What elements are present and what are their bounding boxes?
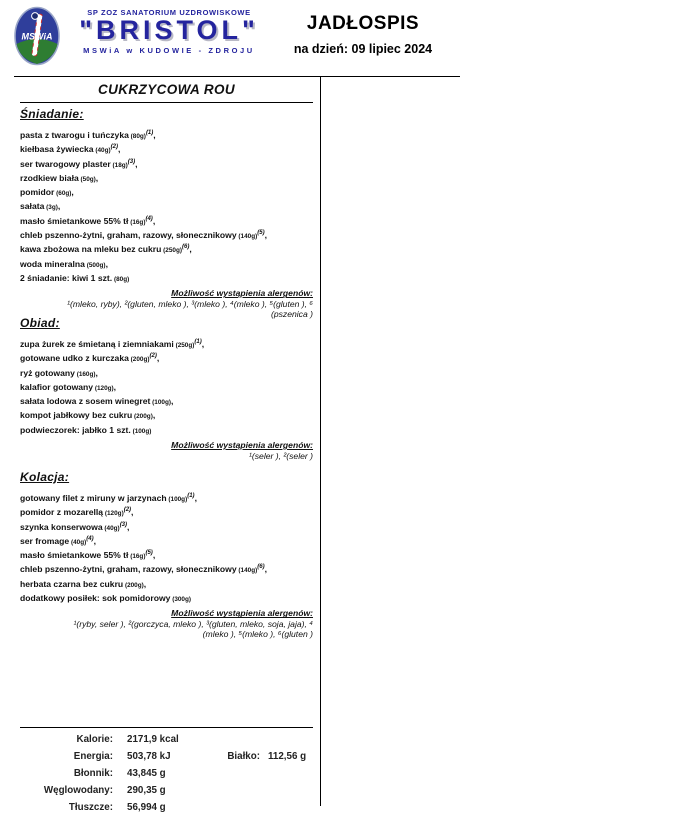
menu-item-portion: (200g): [128, 356, 150, 364]
menu-item-portion: (40g): [102, 524, 120, 532]
menu-item: [20, 258, 313, 272]
menu-item-name: gotowany filet z miruny w jarzynach: [20, 493, 167, 503]
menu-item-separator: ,: [127, 521, 130, 532]
menu-item-portion: (300g): [170, 596, 192, 604]
menu-item-separator: ,: [113, 381, 117, 392]
menu-item-separator: ,: [152, 410, 156, 421]
menu-item-name: chleb pszenno-żytni, graham, razowy, słonecznikowy: [20, 564, 237, 575]
allergen-line: (mleko ), ⁵(mleko ), ⁶(gluten ): [202, 629, 313, 640]
allergen-ref: (3): [127, 158, 136, 165]
nutrition-value: 290,35 g: [127, 785, 166, 796]
menu-item-portion: (200g): [123, 581, 144, 589]
menu-item-name: masło śmietankowe 55% tł: [20, 215, 129, 226]
menu-item-separator: ,: [264, 230, 267, 241]
document-title: JADŁOSPIS: [306, 13, 420, 34]
nutrition-label: Błonnik:: [73, 768, 113, 779]
meal-item-list: [20, 338, 313, 438]
menu-item-portion: (18g): [110, 161, 128, 169]
menu-item-separator: ,: [153, 130, 156, 140]
section-heading: Śniadanie:: [20, 107, 84, 121]
menu-item-separator: ,: [143, 578, 147, 589]
nutrition-label: Białko:: [227, 751, 260, 762]
menu-item-separator: ,: [171, 396, 174, 407]
allergen-ref: (6): [181, 244, 190, 251]
menu-item-name: 2 śniadanie: kiwi 1 szt.: [20, 272, 113, 283]
menu-item-separator: ,: [152, 215, 156, 226]
menu-item: [20, 549, 313, 563]
menu-item-portion: (40g): [69, 538, 87, 546]
menu-item-separator: ,: [105, 258, 108, 269]
menu-item-portion: (250g): [161, 247, 182, 255]
allergen-ref: (1): [187, 493, 195, 500]
menu-item: [20, 272, 313, 286]
menu-item: [20, 186, 313, 200]
menu-item-name: ser twarogowy plaster: [20, 158, 111, 169]
menu-item: [20, 158, 313, 172]
nutrition-value: 56,994 g: [127, 802, 166, 813]
menu-item-portion: (40g): [93, 147, 111, 155]
menu-item: [20, 352, 313, 366]
menu-item: [20, 521, 313, 535]
nutrition-value: 43,845 g: [127, 768, 166, 779]
menu-item-separator: ,: [135, 158, 138, 169]
menu-item-portion: (16g): [128, 218, 146, 226]
section-heading: Kolacja:: [20, 470, 70, 484]
menu-item-portion: (60g): [54, 190, 72, 198]
menu-item-portion: (80g): [112, 275, 130, 283]
menu-item: [20, 243, 313, 257]
menu-item-separator: ,: [189, 244, 192, 255]
menu-item-separator: ,: [71, 187, 74, 198]
menu-item-portion: (140g): [236, 233, 258, 241]
menu-item-portion: (80g): [128, 133, 146, 140]
menu-item-portion: (160g): [74, 370, 96, 378]
menu-item-separator: ,: [131, 507, 134, 518]
nutrition-summary: [20, 727, 313, 819]
allergen-note: [20, 440, 313, 461]
logo-text: MSWiA: [21, 31, 53, 42]
section-heading: Obiad:: [20, 316, 60, 330]
allergen-ref: (3): [119, 521, 128, 528]
organization-block: [62, 8, 276, 55]
menu-item-name: sałata lodowa z sosem winegret: [20, 396, 151, 407]
menu-item: [20, 535, 313, 549]
menu-item-separator: ,: [117, 144, 121, 155]
menu-item-portion: (120g): [103, 510, 124, 518]
nutrition-label: Energia:: [73, 751, 113, 762]
nutrition-row: [20, 785, 313, 802]
document-date: na dzień: 09 lipiec 2024: [293, 42, 433, 56]
meal-section-sniadanie: [20, 107, 313, 320]
menu-item-separator: ,: [156, 353, 160, 364]
menu-item: [20, 338, 313, 352]
menu-item: [20, 592, 313, 606]
menu-item-name: masło śmietankowe 55% tł: [20, 550, 129, 561]
menu-item: [20, 563, 313, 577]
menu-item-name: kompot jabłkowy bez cukru: [20, 410, 133, 421]
menu-item: [20, 143, 313, 157]
menu-item: [20, 395, 313, 409]
document-header: [288, 13, 438, 56]
menu-item-portion: (100g): [130, 427, 152, 435]
meal-section-kolacja: [20, 470, 313, 640]
menu-item-portion: (120g): [93, 384, 114, 392]
menu-item: [20, 200, 313, 214]
nutrition-label: Węglowodany:: [43, 785, 113, 796]
menu-item-name: kalafior gotowany: [20, 381, 94, 392]
menu-item: [20, 215, 313, 229]
menu-item: [20, 409, 313, 423]
menu-item-name: sałata: [20, 201, 45, 212]
mswia-badge-icon: [14, 6, 60, 66]
menu-item-name: chleb pszenno-żytni, graham, razowy, słonecznikowy: [20, 230, 237, 241]
header-divider: [14, 76, 460, 77]
menu-item-name: szynka konserwowa: [20, 521, 103, 532]
menu-item-separator: ,: [201, 339, 205, 349]
allergen-heading: Możliwość wystąpienia alergenów:: [171, 440, 313, 451]
menu-item: [20, 578, 313, 592]
menu-item-name: woda mineralna: [20, 258, 85, 269]
menu-item-portion: (3g): [44, 204, 58, 212]
nutrition-row: [20, 768, 313, 785]
menu-item-separator: ,: [93, 535, 96, 546]
allergen-ref: (4): [145, 215, 153, 222]
menu-item-portion: (500g): [84, 261, 106, 269]
allergen-line: ¹(mleko, ryby), ²(gluten, mleko ), ³(mleko ), ⁴(mleko ), ⁵(gluten ), ⁶: [67, 298, 313, 309]
menu-item-name: ser fromage: [20, 535, 70, 546]
allergen-ref: (2): [110, 144, 118, 151]
menu-item-portion: (200g): [132, 413, 153, 421]
menu-item-portion: (50g): [78, 175, 96, 183]
menu-item-name: dodatkowy posiłek: sok pomidorowy: [20, 593, 171, 604]
menu-item-separator: ,: [152, 550, 156, 561]
menu-item-name: podwieczorek: jabłko 1 szt.: [20, 424, 131, 435]
meal-item-list: [20, 129, 313, 286]
allergen-ref: (2): [149, 353, 157, 360]
allergen-ref: (6): [257, 564, 265, 571]
menu-item: [20, 229, 313, 243]
menu-item-separator: ,: [95, 367, 98, 378]
nutrition-row: [20, 734, 313, 751]
meal-section-obiad: [20, 316, 313, 461]
menu-item-portion: (250g): [173, 342, 195, 349]
menu-item-name: herbata czarna bez cukru: [20, 578, 124, 589]
allergen-ref: (5): [145, 550, 153, 557]
menu-item-separator: ,: [95, 172, 99, 183]
nutrition-row: [20, 802, 313, 819]
column-divider: [320, 77, 321, 806]
menu-item-portion: (16g): [128, 553, 146, 561]
org-line1: SP ZOZ SANATORIUM UZDROWISKOWE: [87, 8, 251, 17]
menu-item: [20, 129, 313, 143]
menu-item-separator: ,: [194, 493, 197, 503]
menu-item-portion: (100g): [166, 496, 188, 503]
org-name: "BRISTOL": [79, 15, 259, 45]
nutrition-value: 2171,9 kcal: [127, 734, 179, 745]
nutrition-row: [20, 751, 313, 768]
allergen-ref: (1): [194, 339, 202, 346]
menu-item-portion: (140g): [236, 567, 258, 575]
menu-item: [20, 367, 313, 381]
menu-item-portion: (100g): [150, 399, 171, 407]
menu-item: [20, 424, 313, 438]
menu-item-name: zupa żurek ze śmietaną i ziemniakami: [20, 339, 174, 349]
allergen-ref: (2): [123, 507, 132, 514]
org-line2: MSWiA w KUDOWIE - ZDROJU: [83, 46, 255, 55]
menu-item-name: ryż gotowany: [20, 367, 75, 378]
menu-item: [20, 492, 313, 506]
menu-item: [20, 172, 313, 186]
menu-item-name: pomidor z mozarellą: [20, 507, 104, 518]
nutrition-label: Kalorie:: [76, 734, 113, 745]
menu-item-separator: ,: [264, 564, 267, 575]
menu-item-name: rzodkiew biała: [20, 172, 79, 183]
menu-item-name: pomidor: [20, 187, 55, 198]
allergen-line: ¹(seler ), ²(seler ): [249, 450, 313, 461]
nutrition-value: 112,56 g: [268, 751, 307, 762]
allergen-note: [20, 608, 313, 640]
menu-item: [20, 381, 313, 395]
allergen-heading: Możliwość wystąpienia alergenów:: [171, 288, 313, 299]
menu-item-name: gotowane udko z kurczaka: [20, 353, 129, 364]
menu-item-name: kiełbasa żywiecka: [20, 144, 94, 155]
allergen-heading: Możliwość wystąpienia alergenów:: [171, 608, 313, 619]
nutrition-label: Tłuszcze:: [68, 802, 113, 813]
menu-item-name: kawa zbożowa na mleku bez cukru: [20, 244, 162, 255]
menu-item-separator: ,: [57, 201, 61, 212]
allergen-ref: (4): [86, 536, 94, 543]
nutrition-value: 503,78 kJ: [127, 751, 171, 762]
allergen-line: ¹(ryby, seler ), ²(gorczyca, mleko ), ³(gluten, mleko, soja, jaja), ⁴: [73, 618, 313, 629]
allergen-ref: (5): [257, 230, 265, 237]
allergen-ref: (1): [145, 130, 154, 137]
allergen-line: (pszenica ): [270, 309, 313, 320]
menu-item: [20, 506, 313, 520]
meal-item-list: [20, 492, 313, 606]
diet-title: CUKRZYCOWA ROU: [20, 82, 313, 103]
menu-item-name: pasta z twarogu i tuńczyka: [20, 130, 129, 140]
